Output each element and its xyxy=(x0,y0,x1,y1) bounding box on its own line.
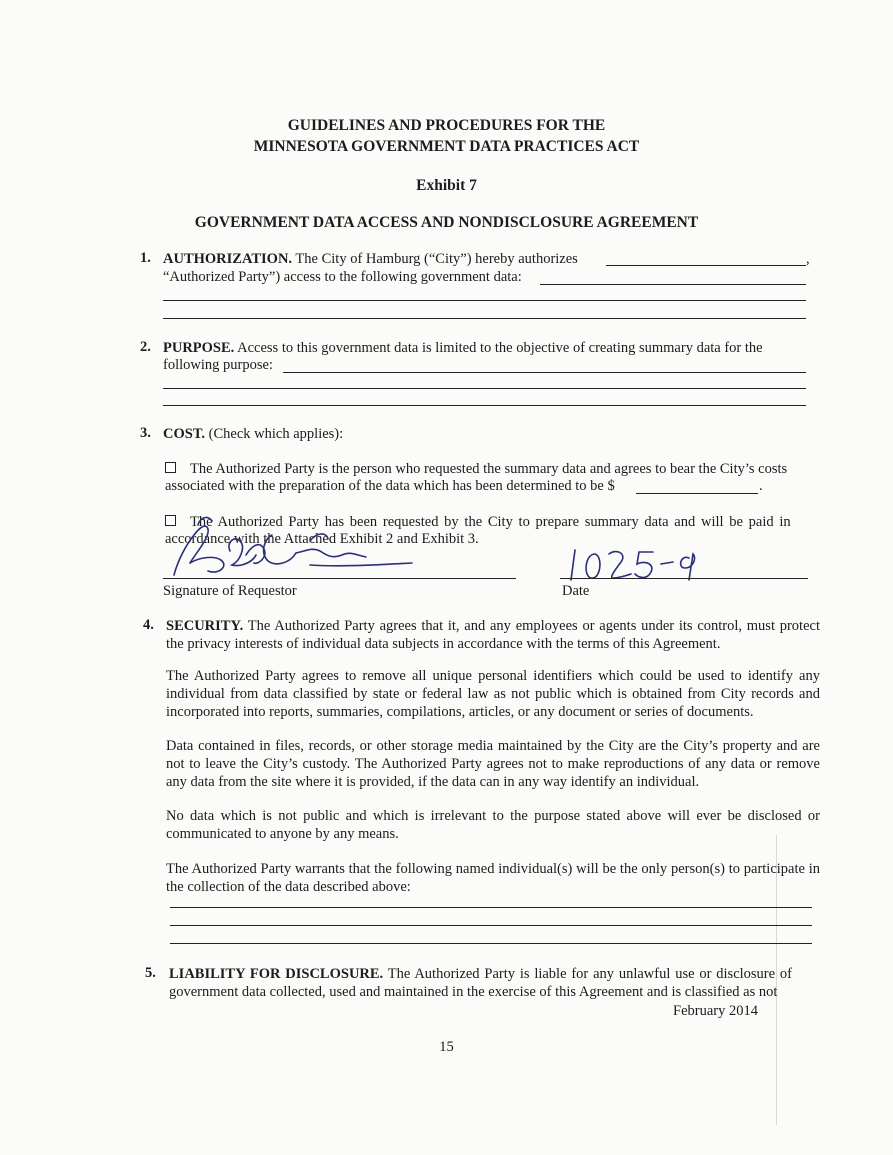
cost-amount-period: . xyxy=(759,478,763,494)
purpose-field-line2[interactable] xyxy=(163,388,806,389)
security-paragraph-3: Data contained in files, records, or other storage media maintained by the City are the City’s property and are not to leave the City’s custody. The Authorized Party agrees not to make reproductions of any data or remove any data from the site where it is provided, if the data can in any way identify an individual. xyxy=(166,738,820,790)
section-number-5: 5. xyxy=(145,965,156,981)
cost-amount-field[interactable] xyxy=(636,493,758,494)
signature-label: Signature of Requestor xyxy=(163,583,297,599)
purpose-field[interactable] xyxy=(283,372,806,373)
authorization-line2: “Authorized Party”) access to the following government data: xyxy=(163,269,522,285)
authorization-comma: , xyxy=(806,251,810,267)
agreement-title: GOVERNMENT DATA ACCESS AND NONDISCLOSURE AGREEMENT xyxy=(194,214,699,231)
named-individuals-field-line3[interactable] xyxy=(170,943,812,944)
section-number-4: 4. xyxy=(143,617,154,633)
security-paragraph-5: The Authorized Party warrants that the following named individual(s) will be the only person(s) to participate in the collection of the data described above: xyxy=(166,861,820,895)
named-individuals-field-line2[interactable] xyxy=(170,925,812,926)
section-number-2: 2. xyxy=(140,339,151,355)
doc-title-line2: MINNESOTA GOVERNMENT DATA PRACTICES ACT xyxy=(253,138,640,155)
cost-option2-line2: accordance with the Attached Exhibit 2 and Exhibit 3. xyxy=(165,531,479,547)
section-number-3: 3. xyxy=(140,425,151,441)
purpose-heading: PURPOSE. xyxy=(163,340,235,356)
liability-heading: LIABILITY FOR DISCLOSURE. xyxy=(169,966,384,982)
cost-option1-checkbox[interactable] xyxy=(165,462,176,473)
cost-intro: (Check which applies): xyxy=(208,426,344,442)
liability-line2: government data collected, used and maintained in the exercise of this Agreement and is classified as not xyxy=(169,984,778,1000)
named-individuals-field-line1[interactable] xyxy=(170,907,812,908)
cost-option1-line1 xyxy=(165,460,819,478)
government-data-field-line2[interactable] xyxy=(163,300,806,301)
security-paragraph-4: No data which is not public and which is irrelevant to the purpose stated above will ever be disclosed or communicated to anyone by any means. xyxy=(166,808,820,842)
cost-heading: COST. xyxy=(163,426,206,442)
signature-field[interactable] xyxy=(163,578,516,579)
security-paragraph-2: The Authorized Party agrees to remove all unique personal identifiers which could be used to identify any individual from data classified by state or federal law as not public which is obtained from City records and incorporated into reports, summaries, compilations, articles, or any document or series of documents. xyxy=(166,668,820,720)
purpose-field-line3[interactable] xyxy=(163,405,806,406)
handwritten-date-image xyxy=(565,540,735,590)
cost-option1-text: The Authorized Party is the person who requested the summary data and agrees to bear the City’s costs xyxy=(190,461,788,477)
cost-line xyxy=(163,425,343,443)
authorization-text: The City of Hamburg (“City”) hereby authorizes xyxy=(295,251,578,267)
exhibit-label: Exhibit 7 xyxy=(416,177,477,194)
purpose-line2: following purpose: xyxy=(163,357,273,373)
authorized-party-name-field[interactable] xyxy=(606,265,806,266)
page-number: 15 xyxy=(439,1039,454,1055)
section-number-1: 1. xyxy=(140,250,151,266)
liability-text: The Authorized Party is liable for any unlawful use or disclosure of xyxy=(387,966,792,982)
liability-line1 xyxy=(169,965,824,983)
security-paragraph-1 xyxy=(166,617,820,653)
date-label: Date xyxy=(562,583,590,599)
doc-title-line1: GUIDELINES AND PROCEDURES FOR THE xyxy=(287,117,606,134)
authorization-line1 xyxy=(163,250,578,268)
requestor-signature-image xyxy=(160,505,420,585)
security-heading: SECURITY. xyxy=(166,618,244,634)
government-data-field[interactable] xyxy=(540,284,806,285)
footer-date: February 2014 xyxy=(673,1003,758,1019)
date-field[interactable] xyxy=(560,578,808,579)
authorization-heading: AUTHORIZATION. xyxy=(163,251,293,267)
cost-option2-text: The Authorized Party has been requested by the City to prepare summary data and will be paid in xyxy=(190,514,791,530)
security-p1-text: The Authorized Party agrees that it, and any employees or agents under its control, must protect the privacy interests of individual data subjects in accordance with the terms of this Agreement. xyxy=(166,618,820,652)
purpose-line1 xyxy=(163,339,763,357)
government-data-field-line3[interactable] xyxy=(163,318,806,319)
purpose-text: Access to this government data is limited to the objective of creating summary data for the xyxy=(237,340,763,356)
cost-option1-line2: associated with the preparation of the data which has been determined to be $ xyxy=(165,478,615,494)
